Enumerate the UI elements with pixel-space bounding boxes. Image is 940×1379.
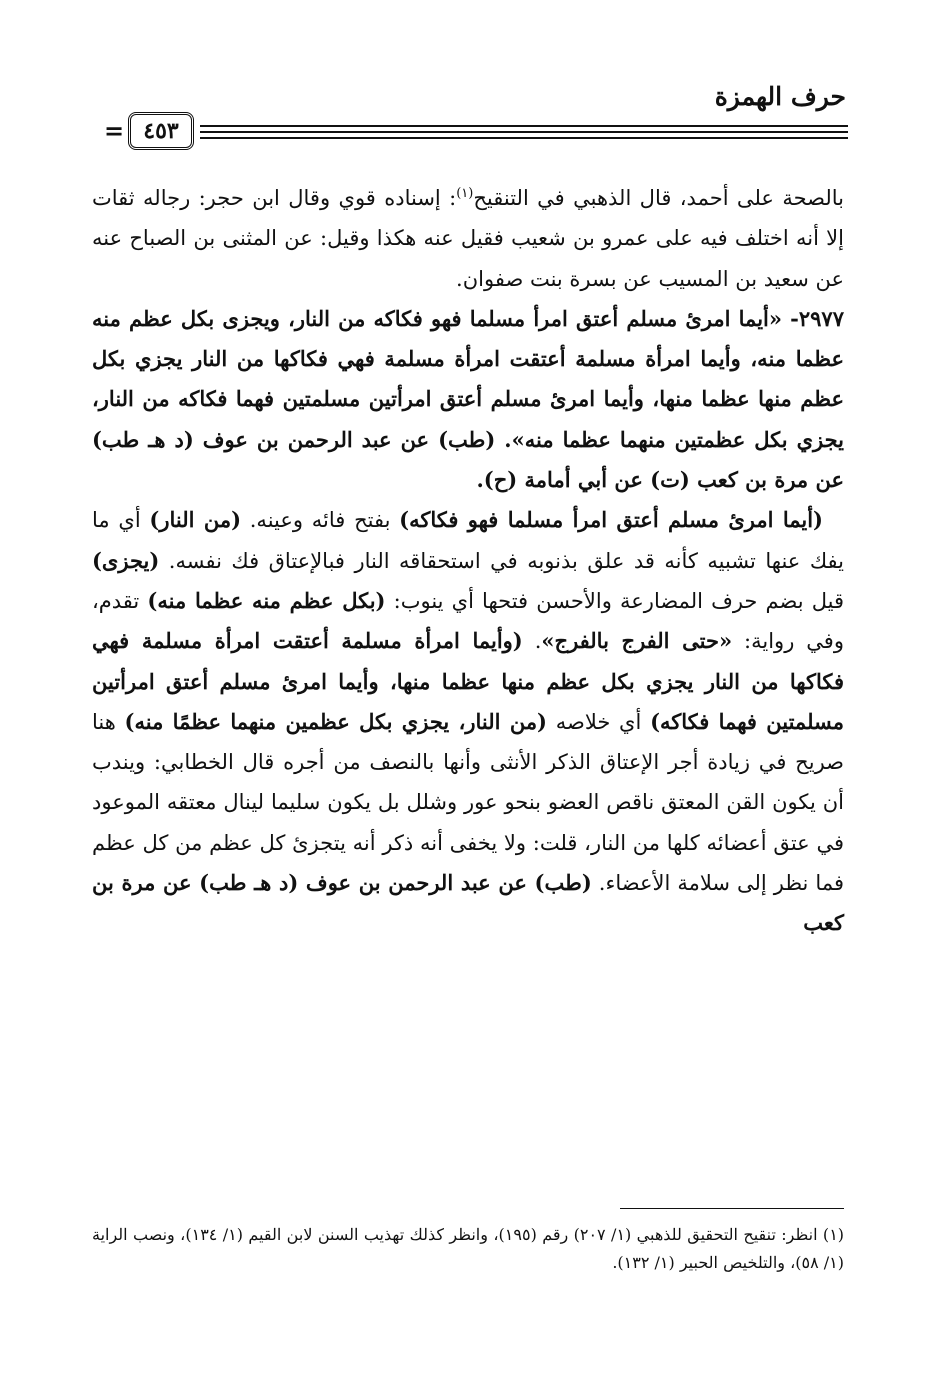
footnote [92,1221,844,1277]
paragraph [92,178,844,299]
text-run: (أيما امرئ مسلم أعتق امرأ مسلما فهو فكاكه) [399,507,823,533]
text-run: (من النار، يجزي بكل عظمين منهما عظمًا منه) [124,708,547,734]
text-run: (يجزى) [92,547,160,573]
text-run: هنا صريح في زيادة أجر الإعتاق الذكر الأنثى وأنها بالنصف من أجره قال الخطابي: ويندب أن يكون القن المعتق ناقص العضو بنحو عور وشلل بل يكون سليما لينال معتقه الموعود في عتق أعضائه كلها من النار، قلت: ولا يخفى أنه ذكر أنه يتجزئ كل عظم من كل عظم فما نظر إلى سلامة الأعضاء. [92,709,844,896]
text-run: «حتى الفرج بالفرج» [541,628,733,654]
text-run: (من النار) [149,507,242,533]
header-rule [200,131,848,133]
header-rule [200,137,848,139]
text-run: (وأيما امرأة مسلمة أعتقت امرأة مسلمة فهي فكاكها من النار يجزي بكل عظم منها عظما منها، وأيما امرئ مسلم أعتق امرأتين مسلمتين فهما فكاكه) [92,628,845,734]
page-number: ٤٥٣ [128,112,194,150]
text-run: بفتح فائه وعينه. [241,508,400,533]
text-run: : إسناده قوي وقال ابن حجر: رجاله ثقات إلا أنه اختلف فيه على عمرو بن شعيب فقيل عنه هكذا وقيل: عن المثنى بن الصباح عنه عن سعيد بن المسيب عن بسرة بنت صفوان. [92,186,844,291]
text-run: قيل بضم حرف المضارعة والأحسن فتحها أي ينوب: [385,588,844,613]
commentary-paragraph [92,500,844,943]
text-run: بالصحة على أحمد، قال الذهبي في التنقيح [473,186,844,210]
main-text [92,178,844,944]
text-run: أي ما يفك عنها تشبيه كأنه قد علق بذنوبه في استحقاقه النار فبالإعتاق فك نفسه. [92,508,844,573]
footnote-rule [620,1208,844,1209]
chapter-title: حرف الهمزة [714,82,846,111]
text-run: . [522,629,542,654]
footnote-text: (١) انظر: تنقيح التحقيق للذهبي (١/ ٢٠٧) رقم (١٩٥)، وانظر كذلك تهذيب السنن لابن القيم (١/ ١٣٤)، ونصب الراية (١/ ٥٨)، والتلخيص الحبير (١/ ١٣٢). [92,1225,845,1272]
text-run: أي خلاصه [547,709,651,734]
header-rule [200,125,848,127]
footnote-ref[interactable]: (١) [456,186,474,201]
ornament-mark: = [104,116,125,145]
text-run: (بكل عظم منه عظما منه) [147,587,386,613]
text-run: تقدم، وفي رواية: [92,588,844,654]
text-run: (طب) عن عبد الرحمن بن عوف (د هـ طب) عن مرة بن كعب [92,870,844,936]
hadith-paragraph: ٢٩٧٧- «أيما امرئ مسلم أعتق امرأ مسلما فهو فكاكه من النار، ويجزى بكل عظم منه عظما منه، وأيما امرأة مسلمة أعتقت امرأة مسلمة فهي فكاكها من النار يجزي بكل عظم منها عظما منها، وأيما امرئ مسلم أعتق امرأتين مسلمتين فهما فكاكه من النار، يجزي بكل عظمتين منهما عظما منه». (طب) عن عبد الرحمن بن عوف (د هـ طب) عن مرة بن كعب (ت) عن أبي أمامة (ح). [92,305,844,493]
